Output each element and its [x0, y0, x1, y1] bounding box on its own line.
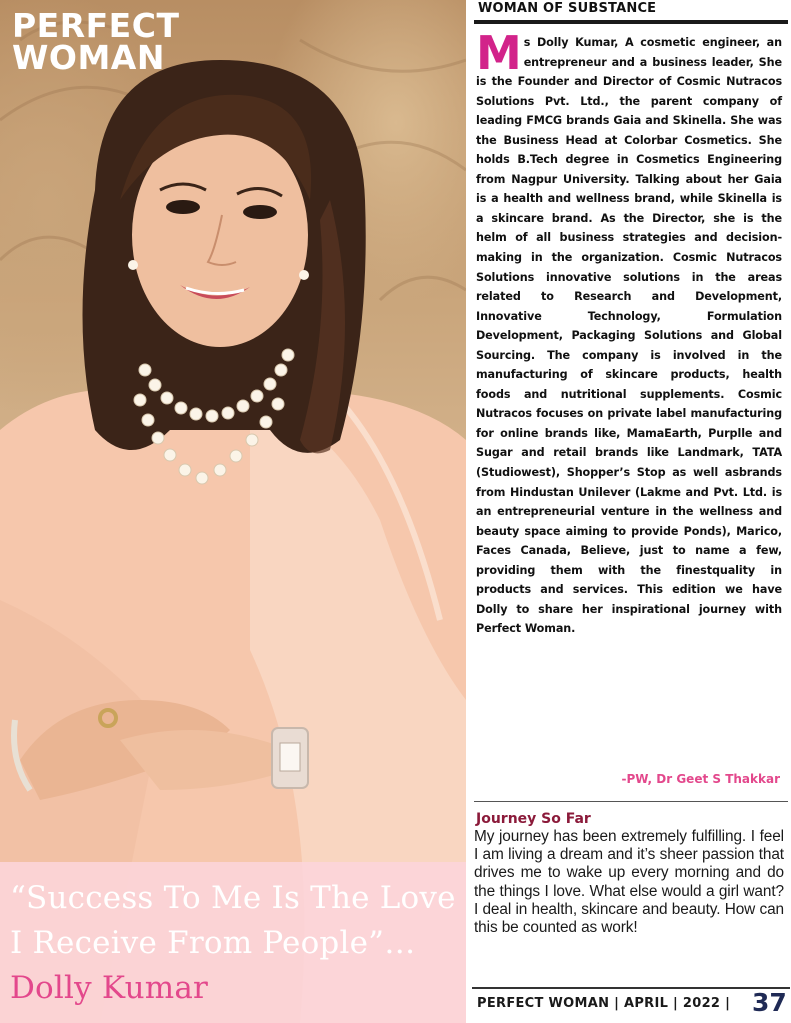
- footer-rule: [472, 987, 790, 989]
- section-label: WOMAN OF SUBSTANCE: [478, 1, 657, 16]
- pull-quote-name: Dolly Kumar: [10, 970, 209, 1006]
- journey-heading: Journey So Far: [476, 811, 591, 827]
- footer-text: PERFECT WOMAN | APRIL | 2022 |: [477, 996, 731, 1011]
- drop-cap: M: [476, 26, 522, 80]
- divider-rule: [474, 801, 788, 802]
- magazine-title: [12, 6, 180, 77]
- article-text: s Dolly Kumar, A cosmetic engineer, an entrepreneur and a business leader, She is the Founder and Director of Cosmic Nutracos Solutions Pvt. Ltd., the parent company of leading FMCG brands Gaia and Skinella. She was the Business Head at Colorbar Cosmetics. She holds B.Tech degree in Cosmetics Engineering from Nagpur University. Talking about her Gaia is a health and wellness brand, while Skinella is a skincare brand. As the Director, she is the helm of all business strategies and decision-making in the organization. Cosmic Nutracos Solutions innovative solutions in the areas related to Research and Development, Innovative Technology, Formulation Development, Packaging Solutions and Global Sourcing. The company is involved in the manufacturing of skincare products, health foods and nutritional supplements. Cosmic Nutracos focuses on private label manufacturing for online brands like, MamaEarth, Purplle and Sugar and retail brands like Landmark, TATA (Studiowest), Shopper’s Stop as well asbrands from Hindustan Unilever (Lakme and Pvt. Ltd. is an entrepreneurial venture in the wellness and beauty space aiming to provide Ponds), Marico, Faces Canada, Believe, just to name a few, providing them with the finestquality in products and services. This edition we have Dolly to share her inspirational journey with Perfect Woman.: [476, 36, 782, 636]
- byline: -PW, Dr Geet S Thakkar: [621, 772, 780, 786]
- journey-text: My journey has been extremely fulfilling. I feel I am living a dream and it’s sheer passion that drives me to wake up every morning and do the things I love. What else would a girl want? I deal in health, skincare and beauty. How can this be counted as work!: [474, 828, 784, 937]
- section-rule: [474, 20, 788, 24]
- pull-quote: [10, 876, 462, 1011]
- magazine-title-line-2: WOMAN: [12, 38, 165, 77]
- magazine-title-line-1: PERFECT: [12, 6, 180, 45]
- page-number: 37: [752, 988, 787, 1017]
- pull-quote-text: “Success To Me Is The Love I Receive From People”…: [10, 880, 456, 961]
- article-body: [476, 26, 782, 639]
